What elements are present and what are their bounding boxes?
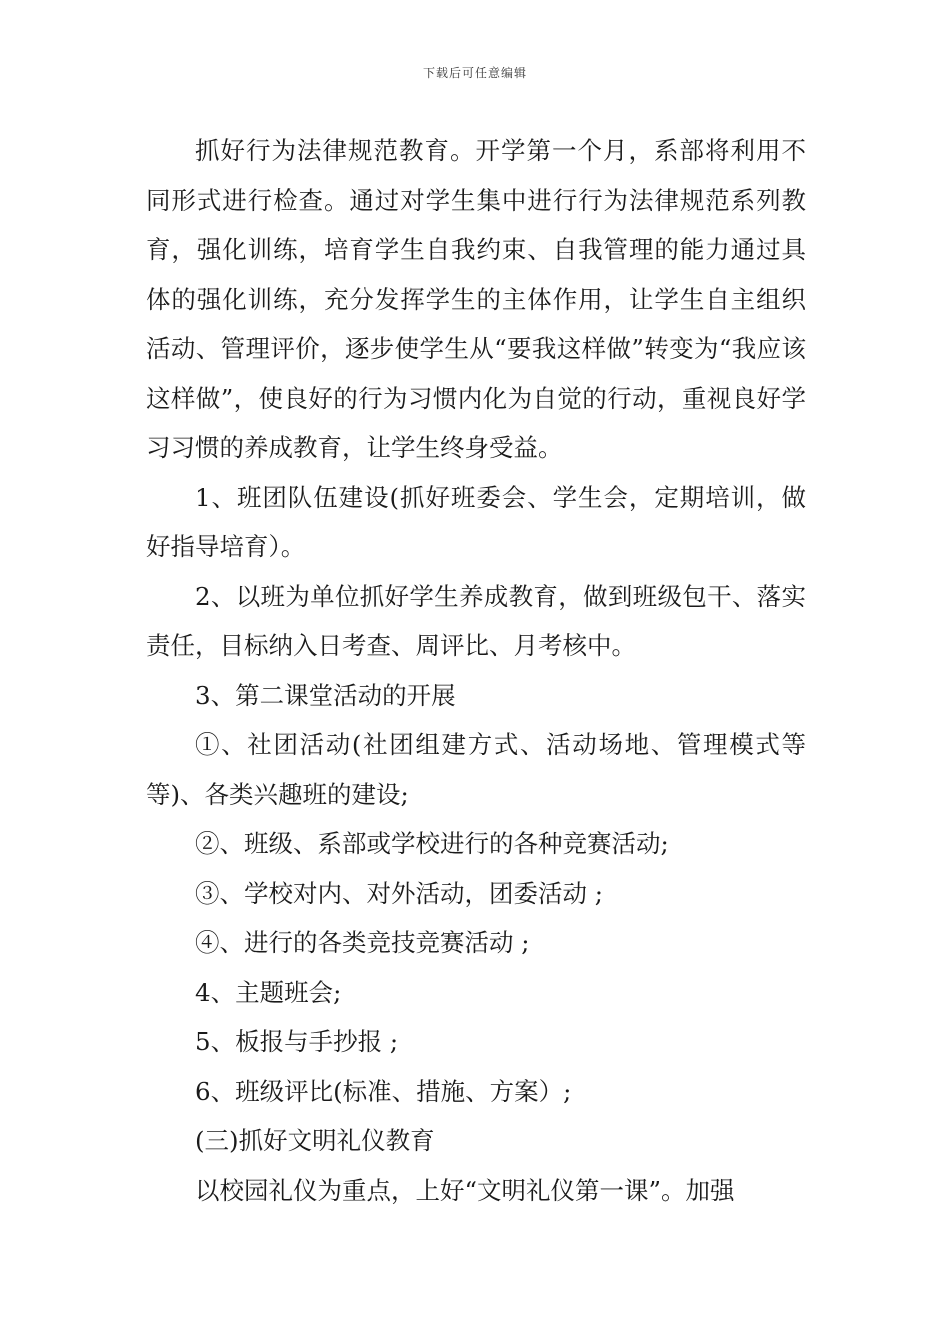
document-body xyxy=(146,126,806,1215)
list-item-class-meeting: 4、主题班会; xyxy=(195,977,342,1007)
list-item-team-building: 1、班团队伍建设(抓好班委会、学生会，定期培训，做好指导培育）。 xyxy=(146,482,806,561)
sub-item-school-activities: ③、学校对内、对外活动，团委活动 ; xyxy=(195,878,604,908)
sub-item-clubs: ①、社团活动(社团组建方式、活动场地、管理模式等等)、各类兴趣班的建设; xyxy=(146,730,806,809)
paragraph-behavior-education: 抓好行为法律规范教育。开学第一个月，系部将利用不同形式进行检查。通过对学生集中进行行为法律规范系列教育，强化训练，培育学生自我约束、自我管理的能力通过具体的强化训练，充分发挥学生的主体作用，让学生自主组织活动、管理评价，逐步使学生从“要我这样做”转变为“我应该这样做”，使良好的行为习惯内化为自觉的行动，重视良好学习习惯的养成教育，让学生终身受益。 xyxy=(146,136,806,462)
list-item-blackboard-newspaper: 5、板报与手抄报 ; xyxy=(195,1027,399,1056)
page-header-note: 下载后可任意编辑 xyxy=(422,66,527,80)
paragraph-etiquette: 以校园礼仪为重点，上好“文明礼仪第一课”。加强 xyxy=(195,1175,735,1205)
list-item-second-classroom: 3、第二课堂活动的开展 xyxy=(195,680,456,710)
list-item-class-evaluation: 6、班级评比(标准、措施、方案）; xyxy=(195,1076,572,1106)
list-item-class-habits: 2、以班为单位抓好学生养成教育，做到班级包干、落实责任，目标纳入日考查、周评比、月考核中。 xyxy=(146,581,806,660)
sub-item-sports-contests: ④、进行的各类竞技竞赛活动 ; xyxy=(195,928,530,957)
section-heading-etiquette: (三)抓好文明礼仪教育 xyxy=(195,1126,435,1155)
sub-item-competitions: ②、班级、系部或学校进行的各种竞赛活动; xyxy=(195,829,669,858)
